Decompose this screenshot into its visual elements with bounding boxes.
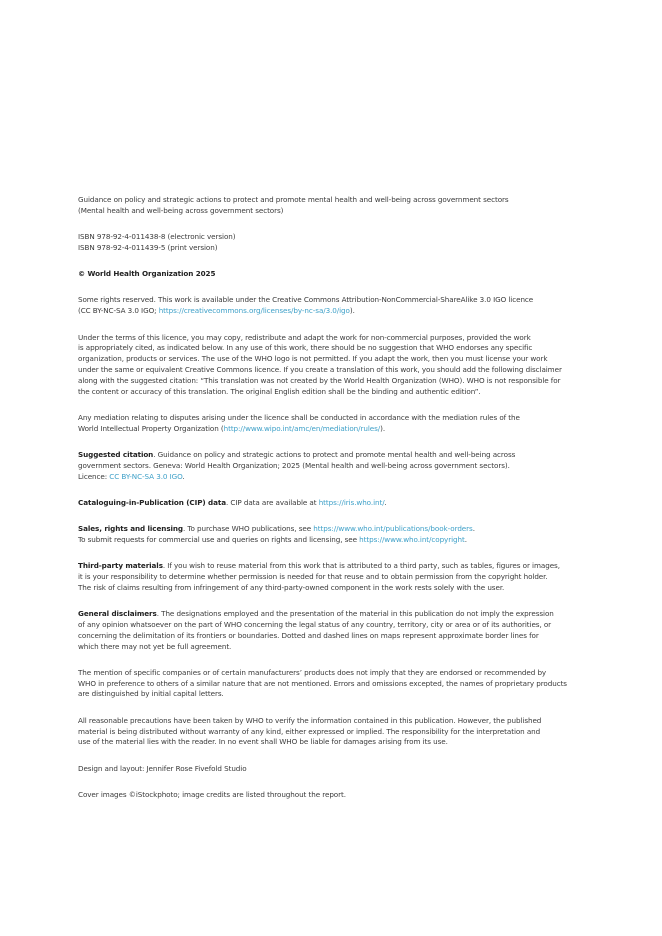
- terms-block: [78, 333, 598, 398]
- rights-request-line: [78, 535, 598, 546]
- general-line: [78, 609, 598, 620]
- rights-suffix: ).: [349, 306, 355, 316]
- rights-line: Some rights reserved. This work is available under the Creative Commons Attribution-NonCommercial-ShareAlike 3.0 IGO licence: [78, 295, 534, 305]
- rights-block: [78, 295, 598, 317]
- design-credit: Design and layout: Jennifer Rose Fivefold Studio: [78, 763, 247, 773]
- general-label: General disclaimers: [78, 609, 157, 619]
- general-text: . The designations employed and the presentation of the material in this publication do not imply the expression: [156, 609, 554, 619]
- terms-line: under the same or equivalent Creative Commons licence. If you create a translation of this work, you should add the following disclaimer: [78, 364, 562, 374]
- cip-block: [78, 498, 598, 509]
- citation-label: Suggested citation: [78, 449, 154, 459]
- rights-request-suffix: .: [464, 534, 467, 544]
- general-line: of any opinion whatsoever on the part of WHO concerning the legal status of any country, territory, city or area or of its authorities, or: [78, 619, 552, 629]
- isbn-block: [78, 232, 598, 254]
- mediation-block: [78, 413, 598, 435]
- mention-line: The mention of specific companies or of certain manufacturers’ products does not imply that they are endorsed or recommended by: [78, 667, 547, 677]
- citation-licence-prefix: Licence:: [78, 471, 110, 481]
- rights-prefix: (CC BY-NC-SA 3.0 IGO;: [78, 306, 159, 316]
- sales-suffix: .: [472, 524, 475, 534]
- sales-line: [78, 524, 598, 535]
- rights-request-text: To submit requests for commercial use and queries on rights and licensing, see: [78, 534, 360, 544]
- mediation-suffix: ).: [380, 423, 386, 433]
- iris-link[interactable]: https://iris.who.int/: [318, 497, 385, 507]
- citation-licence-line: [78, 472, 598, 483]
- citation-block: [78, 450, 598, 482]
- copyright-notice: [78, 269, 598, 280]
- citation-line: government sectors. Geneva: World Health Organization; 2025 (Mental health and well-being across government sectors).: [78, 460, 510, 470]
- third-party-line: [78, 561, 598, 572]
- third-party-block: [78, 561, 598, 593]
- terms-line: organization, products or services. The use of the WHO logo is not permitted. If you adapt the work, then you must license your work: [78, 354, 548, 364]
- isbn-print: ISBN 978-92-4-011439-5 (print version): [78, 242, 218, 252]
- citation-text: . Guidance on policy and strategic actions to protect and promote mental health and well-being across: [153, 449, 516, 459]
- mention-line: are distinguished by initial capital letters.: [78, 689, 224, 699]
- isbn-electronic: ISBN 978-92-4-011438-8 (electronic version): [78, 232, 236, 242]
- licence-link[interactable]: https://creativecommons.org/licenses/by-nc-sa/3.0/igo: [158, 306, 350, 316]
- mediation-prefix: World Intellectual Property Organization (: [78, 423, 224, 433]
- cip-line: [78, 498, 598, 509]
- third-party-line: it is your responsibility to determine whether permission is needed for that reuse and to obtain permission from the copyright holder.: [78, 572, 548, 582]
- general-line: which there may not yet be full agreement.: [78, 641, 232, 651]
- cover-credit: Cover images ©iStockphoto; image credits are listed throughout the report.: [78, 789, 346, 799]
- precautions-line: All reasonable precautions have been taken by WHO to verify the information contained in this publication. However, the published: [78, 715, 542, 725]
- precautions-block: [78, 716, 598, 748]
- cip-text: . CIP data are available at: [225, 497, 319, 507]
- general-disclaimers-block: [78, 609, 598, 652]
- cip-suffix: .: [384, 497, 387, 507]
- third-party-text: . If you wish to reuse material from this work that is attributed to a third party, such as tables, figures or images,: [162, 561, 560, 571]
- precautions-line: use of the material lies with the reader. In no event shall WHO be liable for damages arising from its use.: [78, 737, 448, 747]
- sales-block: [78, 524, 598, 546]
- copyright-text: © World Health Organization 2025: [78, 269, 216, 279]
- mention-block: [78, 668, 598, 700]
- mention-line: WHO in preference to others of a similar nature that are not mentioned. Errors and omissions excepted, the names of proprietary products: [78, 678, 567, 688]
- copyright-link[interactable]: https://www.who.int/copyright: [359, 534, 465, 544]
- mediation-link-line: [78, 424, 598, 435]
- rights-licence-line: [78, 306, 598, 317]
- wipo-rules-link[interactable]: http://www.wipo.int/amc/en/mediation/rules/: [223, 423, 381, 433]
- citation-line: [78, 450, 598, 461]
- terms-line: along with the suggested citation: “This translation was not created by the World Health Organization (WHO). WHO is not responsible for: [78, 375, 561, 385]
- citation-licence-link[interactable]: CC BY-NC-SA 3.0 IGO: [109, 471, 183, 481]
- title-line: Guidance on policy and strategic actions to protect and promote mental health and well-being across government sectors: [78, 195, 509, 204]
- subtitle-line: (Mental health and well-being across government sectors): [78, 205, 284, 215]
- mediation-line: Any mediation relating to disputes arising under the licence shall be conducted in accordance with the mediation rules of the: [78, 412, 520, 422]
- sales-label: Sales, rights and licensing: [78, 524, 184, 534]
- terms-line: the content or accuracy of this translation. The original English edition shall be the binding and authentic edition”.: [78, 386, 481, 396]
- terms-line: Under the terms of this licence, you may copy, redistribute and adapt the work for non-commercial purposes, provided the work: [78, 332, 531, 342]
- sales-text: . To purchase WHO publications, see: [183, 524, 314, 534]
- third-party-label: Third-party materials: [78, 561, 163, 571]
- cip-label: Cataloguing-in-Publication (CIP) data: [78, 497, 226, 507]
- terms-line: is appropriately cited, as indicated below. In any use of this work, there should be no suggestion that WHO endorses any specific: [78, 343, 533, 353]
- design-credit-block: [78, 764, 598, 775]
- book-orders-link[interactable]: https://www.who.int/publications/book-orders: [313, 524, 473, 534]
- precautions-line: material is being distributed without warranty of any kind, either expressed or implied. The responsibility for the interpretation and: [78, 726, 541, 736]
- third-party-line: The risk of claims resulting from infringement of any third-party-owned component in the work rests solely with the user.: [78, 582, 505, 592]
- copyright-page: [78, 195, 598, 816]
- publication-title: [78, 195, 598, 217]
- general-line: concerning the delimitation of its frontiers or boundaries. Dotted and dashed lines on maps represent approximate border lines for: [78, 630, 539, 640]
- cover-credit-block: [78, 790, 598, 801]
- citation-licence-suffix: .: [182, 471, 185, 481]
